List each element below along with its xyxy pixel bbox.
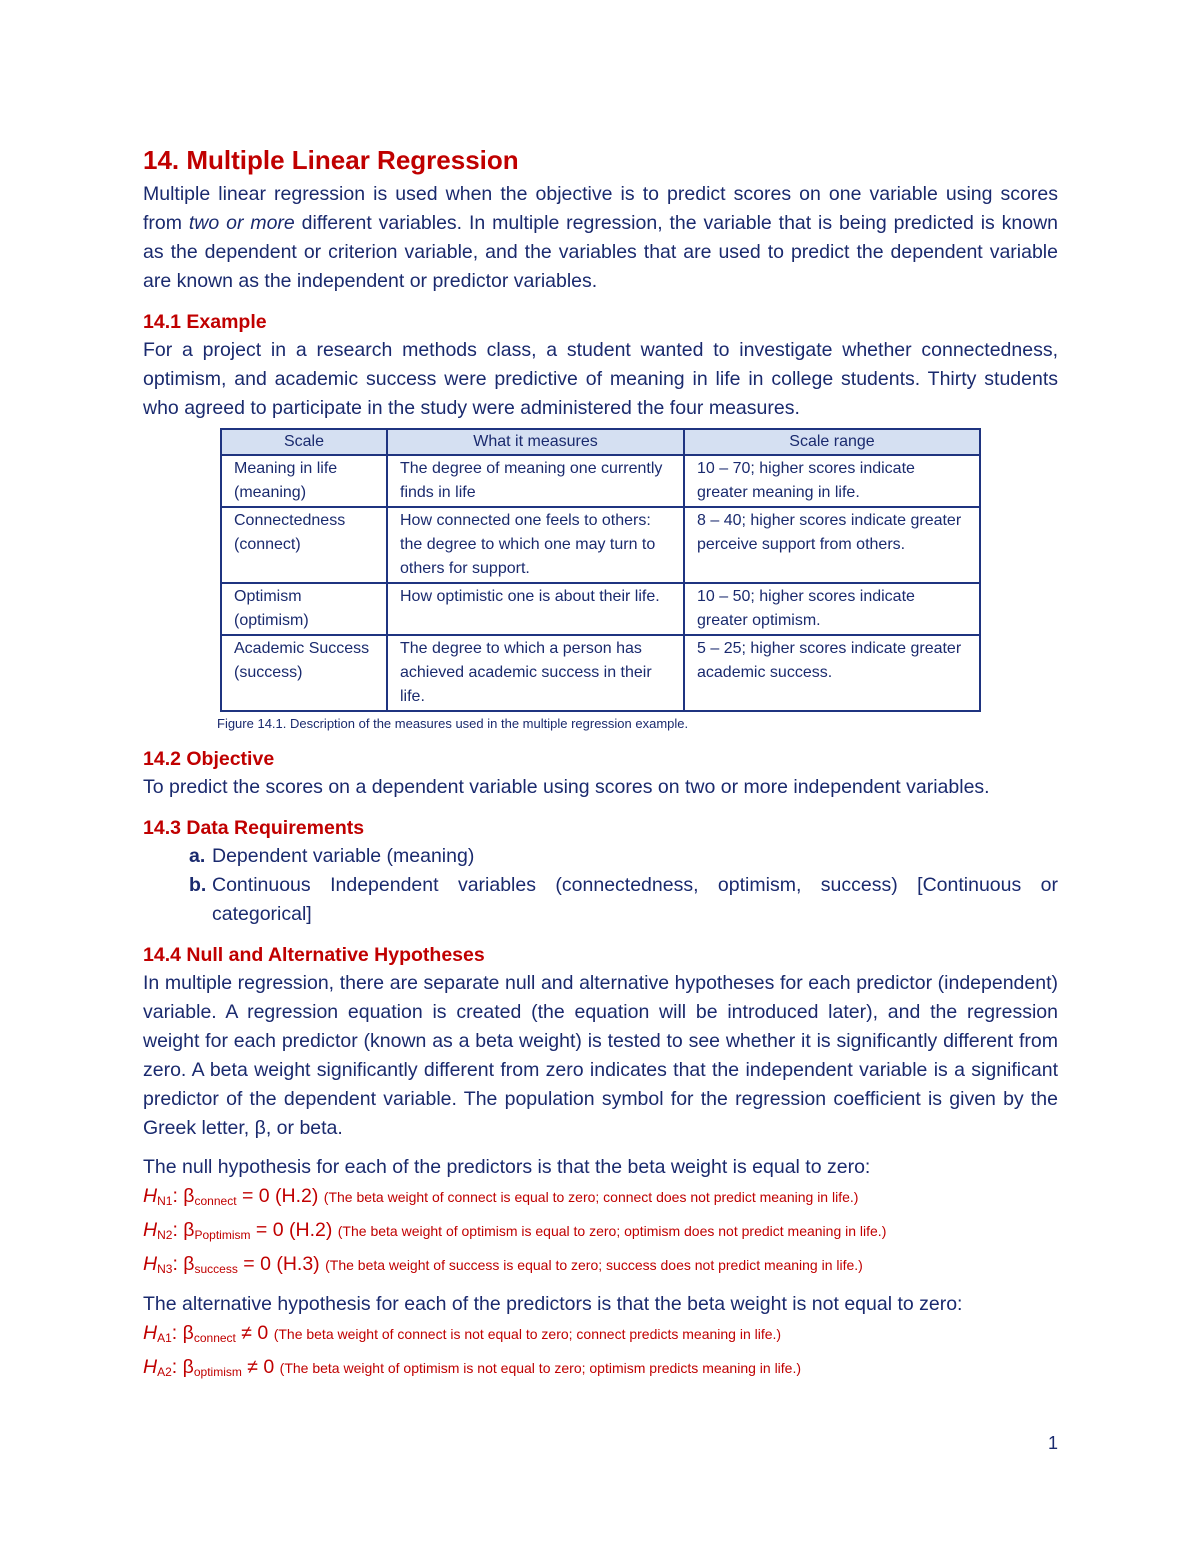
section-heading-hypotheses: 14.4 Null and Alternative Hypotheses [143, 944, 485, 966]
hypothesis-note: (The beta weight of connect is not equal to zero; connect predicts meaning in life.) [273, 1326, 782, 1342]
beta-subscript: success [194, 1262, 238, 1276]
hypothesis-line [143, 1216, 1058, 1250]
table-cell: How optimistic one is about their life. [387, 583, 684, 635]
beta-subscript: connect [193, 1331, 236, 1345]
section-heading-objective: 14.2 Objective [143, 748, 275, 770]
hypothesis-equation: = 0 (H.2) [250, 1219, 338, 1241]
intro-italic: two or more [188, 212, 295, 234]
table-cell: Optimism (optimism) [221, 583, 387, 635]
table-cell: The degree to which a person has achieved academic success in their life. [387, 635, 684, 711]
hypothesis-equation: = 0 (H.3) [237, 1253, 326, 1275]
hypothesis-symbol: H [143, 1356, 158, 1378]
intro-paragraph [143, 180, 1058, 296]
hypothesis-line [143, 1182, 1058, 1216]
example-paragraph: For a project in a research methods class, a student wanted to investigate whether connectedness, optimism, and academic success were predictive of meaning in life in college students. Thirty students who agreed to participate in the study were administered the four measures. [143, 339, 1058, 419]
hypothesis-subscript: N2 [157, 1228, 173, 1242]
objective-paragraph: To predict the scores on a dependent variable using scores on two or more independent variables. [143, 776, 990, 798]
table-row [221, 583, 980, 635]
intro-text-2: different variables. In multiple regression, the variable that is being predicted is known as the dependent or criterion variable, and the variables that are used to predict the dependent variable are known as the independent or predictor variables. [143, 212, 1059, 292]
hypothesis-note: (The beta weight of success is equal to zero; success does not predict meaning in life.) [325, 1257, 863, 1273]
hypothesis-symbol: H [143, 1322, 158, 1344]
table-header-cell: What it measures [387, 429, 684, 455]
table-row [221, 635, 980, 711]
hypothesis-subscript: N3 [157, 1262, 173, 1276]
alternative-hypothesis-lead: The alternative hypothesis for each of the predictors is that the beta weight is not equal to zero: [143, 1293, 963, 1315]
list-item-text: Dependent variable (meaning) [212, 845, 475, 867]
page-title: 14. Multiple Linear Regression [143, 145, 519, 175]
table-header-cell: Scale [221, 429, 387, 455]
document-page [143, 140, 1058, 1387]
hypothesis-line [143, 1319, 1058, 1353]
hypothesis-line [143, 1250, 1058, 1284]
null-hypothesis-lead: The null hypothesis for each of the predictors is that the beta weight is equal to zero: [143, 1156, 871, 1178]
section-heading-data-requirements: 14.3 Data Requirements [143, 817, 365, 839]
list-item-text: Continuous Independent variables (connectedness, optimism, success) [Continuous or categorical] [212, 874, 1058, 925]
hypothesis-line [143, 1353, 1058, 1387]
hypothesis-equation: = 0 (H.2) [236, 1185, 324, 1207]
table-header-cell: Scale range [684, 429, 980, 455]
table-cell: 10 – 70; higher scores indicate greater meaning in life. [684, 455, 980, 507]
table-row [221, 455, 980, 507]
list-marker: a. [189, 845, 206, 867]
figure-caption: Figure 14.1. Description of the measures used in the multiple regression example. [217, 716, 689, 731]
hypothesis-colon: : β [172, 1219, 195, 1241]
list-item [143, 842, 1058, 871]
table-cell: The degree of meaning one currently finds in life [387, 455, 684, 507]
hypothesis-colon: : β [171, 1322, 194, 1344]
hypothesis-note: (The beta weight of optimism is equal to zero; optimism does not predict meaning in life.) [337, 1223, 887, 1239]
beta-subscript: connect [194, 1194, 237, 1208]
hypothesis-symbol: H [143, 1253, 158, 1275]
table-cell: Academic Success (success) [221, 635, 387, 711]
beta-subscript: optimism [193, 1365, 242, 1379]
hypothesis-colon: : β [172, 1253, 195, 1275]
hypothesis-colon: : β [172, 1185, 195, 1207]
alternative-hypotheses-list [143, 1319, 1058, 1387]
null-hypotheses-list [143, 1182, 1058, 1284]
hypothesis-note: (The beta weight of optimism is not equal to zero; optimism predicts meaning in life.) [279, 1360, 802, 1376]
hypothesis-subscript: N1 [157, 1194, 173, 1208]
page-number: 1 [1048, 1433, 1059, 1453]
measures-table [220, 428, 981, 712]
requirements-list [143, 842, 1058, 929]
intro-text-1: Multiple linear regression is used when the objective is to predict scores on one variable using scores from [143, 183, 1058, 234]
section-heading-example: 14.1 Example [143, 311, 267, 333]
table-cell: Meaning in life (meaning) [221, 455, 387, 507]
hypothesis-symbol: H [143, 1185, 158, 1207]
table-cell: How connected one feels to others: the degree to which one may turn to others for support. [387, 507, 684, 583]
table-header-row [221, 429, 980, 455]
table-row [221, 507, 980, 583]
beta-subscript: Poptimism [194, 1228, 251, 1242]
hypotheses-paragraph: In multiple regression, there are separate null and alternative hypotheses for each predictor (independent) variable. A regression equation is created (the equation will be introduced later), and the regression weight for each predictor (known as a beta weight) is tested to see whether it is significantly different from zero. A beta weight significantly different from zero indicates that the independent variable is a significant predictor of the dependent variable. The population symbol for the regression coefficient is given by the Greek letter, β, or beta. [143, 972, 1058, 1139]
hypothesis-subscript: A2 [157, 1365, 172, 1379]
table-cell: 5 – 25; higher scores indicate greater academic success. [684, 635, 980, 711]
hypothesis-equation: ≠ 0 [235, 1322, 274, 1344]
hypothesis-note: (The beta weight of connect is equal to zero; connect does not predict meaning in life.) [323, 1189, 859, 1205]
table-cell: 10 – 50; higher scores indicate greater optimism. [684, 583, 980, 635]
hypothesis-equation: ≠ 0 [241, 1356, 280, 1378]
hypothesis-symbol: H [143, 1219, 158, 1241]
list-marker: b. [189, 874, 207, 896]
hypothesis-subscript: A1 [157, 1331, 172, 1345]
hypothesis-colon: : β [171, 1356, 194, 1378]
list-item [143, 871, 1058, 929]
table-cell: Connectedness (connect) [221, 507, 387, 583]
table-cell: 8 – 40; higher scores indicate greater perceive support from others. [684, 507, 980, 583]
